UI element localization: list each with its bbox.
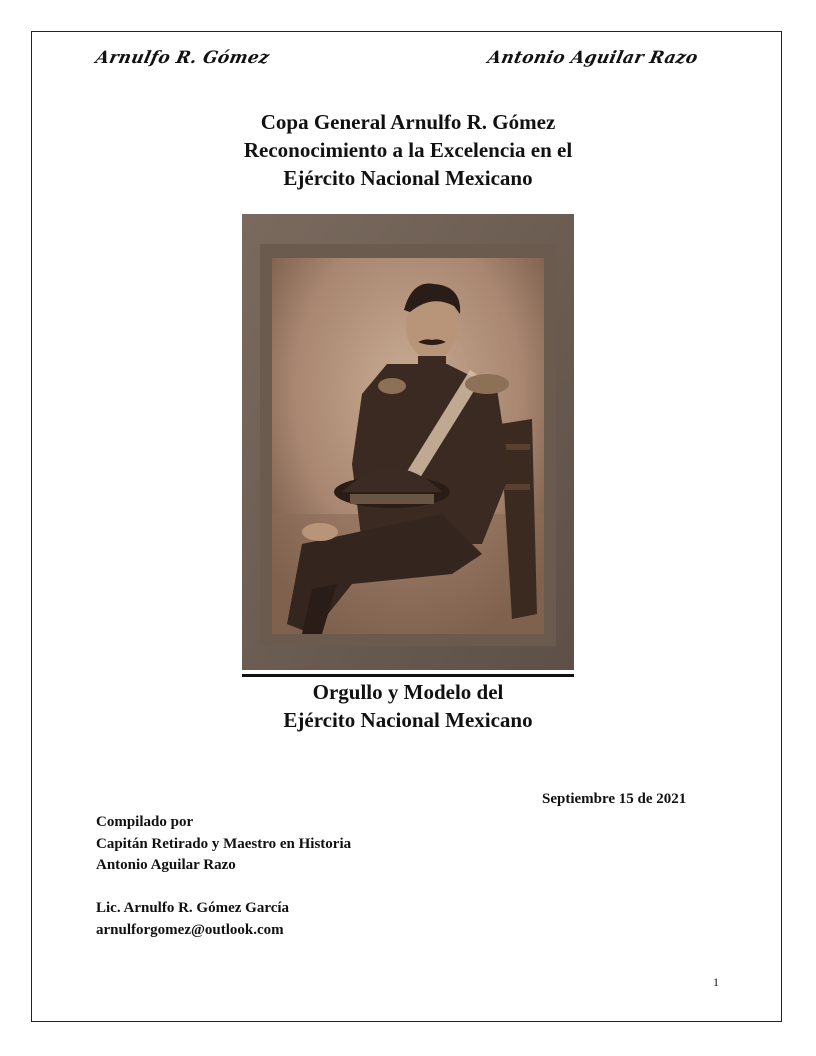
signature-arnulfo-gomez: Arnulfo R. Gómez <box>93 48 272 68</box>
photo-caption <box>0 678 816 734</box>
compiler-name: Antonio Aguilar Razo <box>96 857 236 873</box>
document-date: Septiembre 15 de 2021 <box>542 791 687 807</box>
caption-line-2: Ejército Nacional Mexicano <box>283 708 533 732</box>
document-title <box>0 108 816 192</box>
signature-antonio-aguilar: Antonio Aguilar Razo <box>485 48 700 68</box>
compiled-by-label: Compilado por <box>96 814 194 830</box>
author-email: arnulforgomez@outlook.com <box>96 921 284 938</box>
photo-underline <box>242 674 574 677</box>
title-line-1: Copa General Arnulfo R. Gómez <box>260 110 556 134</box>
title-line-2: Reconocimiento a la Excelencia en el <box>243 138 573 162</box>
portrait-photo-icon <box>242 214 574 670</box>
caption-line-1: Orgullo y Modelo del <box>312 680 504 704</box>
author-name: Lic. Arnulfo R. Gómez García <box>96 900 290 916</box>
portrait-photo <box>242 214 574 670</box>
compiler-rank: Capitán Retirado y Maestro en Historia <box>96 835 352 852</box>
credits-block <box>96 812 351 941</box>
page-number: 1 <box>713 975 719 989</box>
title-line-3: Ejército Nacional Mexicano <box>283 166 533 190</box>
